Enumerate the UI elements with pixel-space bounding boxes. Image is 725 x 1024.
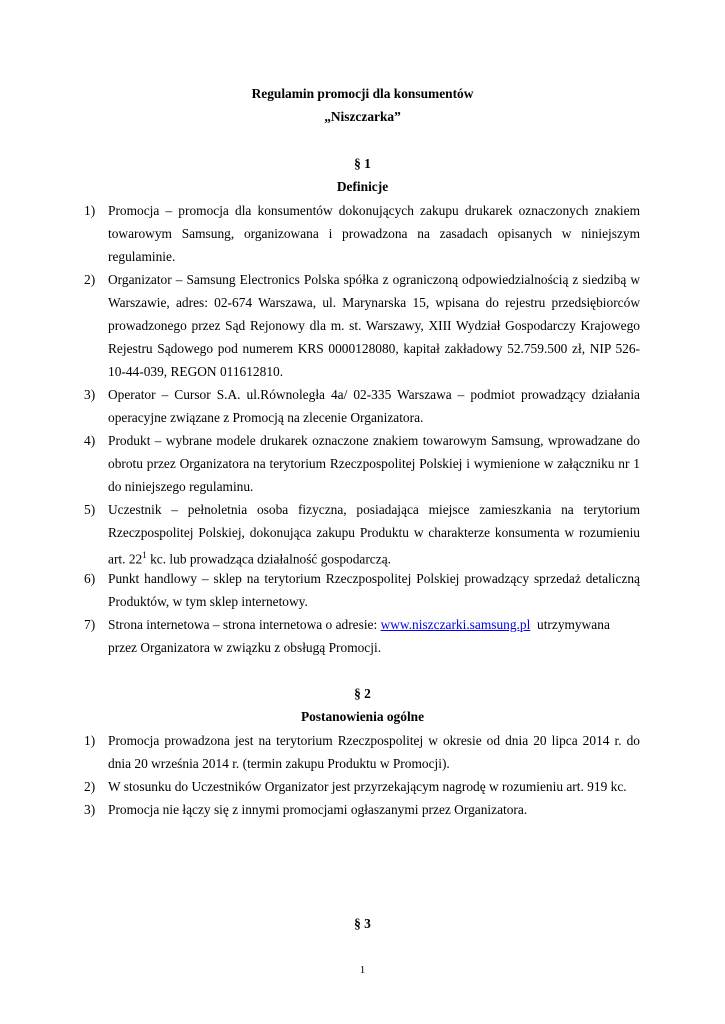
page-number: 1 [359,964,366,976]
definition-item-1 [84,199,640,268]
item-line: do niniejszego regulaminu. [108,479,254,494]
item-number: 3) [84,387,96,402]
document-title: Regulamin promocji dla konsumentów [251,86,474,101]
definition-item-6 [84,567,640,613]
item-number: 3) [84,802,96,817]
general-item-3 [84,798,640,821]
item-number: 4) [84,433,96,448]
definition-item-7 [84,613,640,659]
section-2-number: § 2 [354,686,371,701]
promotion-name: „Niszczarka” [324,109,401,124]
definition-item-4 [84,429,640,498]
general-item-2 [84,775,640,798]
item-line: Rzeczpospolitej Polskiej, dokonująca zakupu Produktu w charakterze konsumenta w rozumieniu [108,525,640,540]
website-link[interactable]: www.niszczarki.samsung.pl [380,617,531,632]
item-line: dnia 20 września 2014 r. (termin zakupu Produktu w Promocji). [108,756,450,771]
item-number: 6) [84,571,96,586]
item-line: Produkt – wybrane modele drukarek oznaczone znakiem towarowym Samsung, wprowadzane do [108,433,640,448]
item-line: Punkt handlowy – sklep na terytorium Rzeczpospolitej Polskiej prowadzący sprzedaż detaliczną [108,571,640,586]
section-1-heading: Definicje [336,179,389,194]
item-line [108,613,640,636]
item-line: regulaminie. [108,249,176,264]
item-number: 1) [84,203,96,218]
item-line: towarowym Samsung, organizowana i prowadzona na zasadach opisanych w niniejszym [108,226,640,241]
superscript: 1 [142,550,147,560]
section-1-number: § 1 [354,156,371,171]
item-line: przez Organizatora w związku z obsługą Promocji. [108,640,382,655]
item-text: Strona internetowa – strona internetowa o adresie: [108,617,381,632]
item-text: art. 22 [108,551,143,567]
item-number: 2) [84,272,96,287]
item-line: W stosunku do Uczestników Organizator jest przyrzekającym nagrodę w rozumieniu art. 919 kc. [108,779,627,794]
item-line: Rejestru Sądowego pod numerem KRS 0000128080, kapitał zakładowy 52.759.500 zł, NIP 526- [108,341,640,356]
item-text: utrzymywana [530,617,610,632]
item-line: 10-44-039, REGON 011612810. [108,364,284,379]
item-number: 5) [84,502,96,517]
item-line: Produktów, w tym sklep internetowy. [108,594,308,609]
item-line: Warszawie, adres: 02-674 Warszawa, ul. Marynarska 15, wpisana do rejestru przedsiębiorców [108,295,640,310]
item-line: Promocja – promocja dla konsumentów dokonujących zakupu drukarek oznaczonych znakiem [108,203,640,218]
item-line: Operator – Cursor S.A. ul.Równoległa 4a/ 02-335 Warszawa – podmiot prowadzący działania [108,387,640,402]
item-line: Promocja nie łączy się z innymi promocjami ogłaszanymi przez Organizatora. [108,802,528,817]
item-line: prowadzonego przez Sąd Rejonowy dla m. st. Warszawy, XIII Wydział Gospodarczy Krajowego [108,318,640,333]
definition-item-5 [84,498,640,570]
section-2-heading: Postanowienia ogólne [300,709,425,724]
item-number: 1) [84,733,96,748]
item-line: Promocja prowadzona jest na terytorium Rzeczpospolitej w okresie od dnia 20 lipca 2014 r. do [108,733,640,748]
section-3-number: § 3 [354,916,371,931]
item-number: 2) [84,779,96,794]
definition-item-2 [84,268,640,383]
item-number: 7) [84,617,96,632]
item-line: operacyjne związane z Promocją na zlecenie Organizatora. [108,410,424,425]
definition-item-3 [84,383,640,429]
item-text: kc. lub prowadząca działalność gospodarczą. [146,551,391,567]
item-line: obrotu przez Organizatora na terytorium Rzeczpospolitej Polskiej i wymienione w załączniku nr 1 [108,456,640,471]
item-line: Organizator – Samsung Electronics Polska spółka z ograniczoną odpowiedzialnością z siedzibą w [108,272,640,287]
general-item-1 [84,729,640,775]
item-line: Uczestnik – pełnoletnia osoba fizyczna, posiadająca miejsce zamieszkania na terytorium [108,502,640,517]
